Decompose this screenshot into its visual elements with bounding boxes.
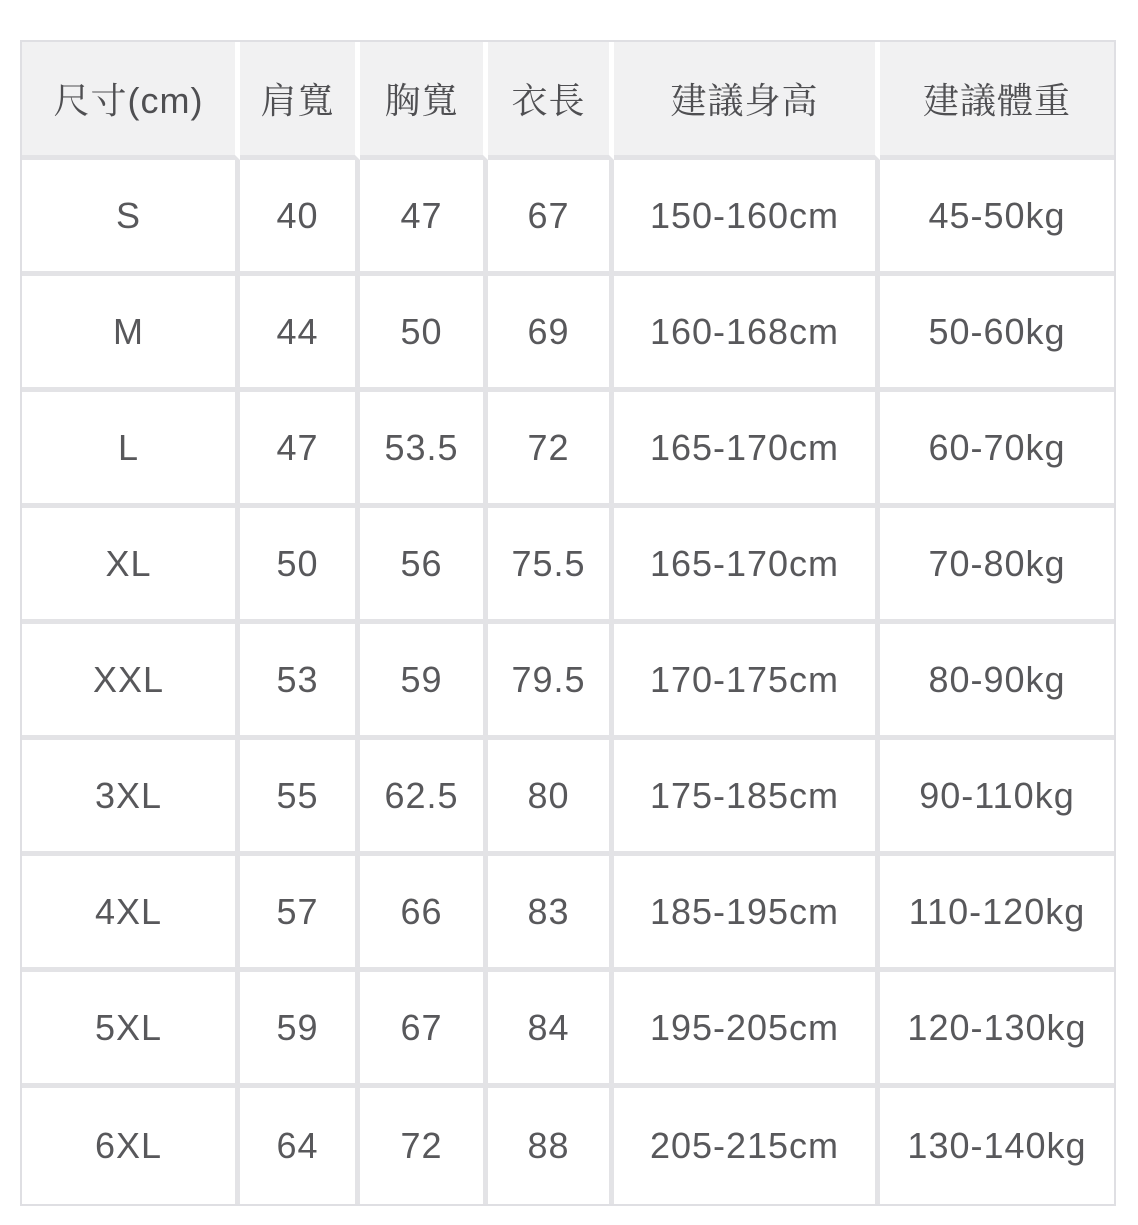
cell-shoulder-width: 50 <box>240 508 360 624</box>
cell-chest-width: 47 <box>360 160 488 276</box>
cell-size: XL <box>22 508 240 624</box>
cell-suggested-weight: 45-50kg <box>880 160 1114 276</box>
cell-garment-length: 83 <box>488 856 614 972</box>
cell-chest-width: 67 <box>360 972 488 1088</box>
cell-size: 6XL <box>22 1088 240 1204</box>
cell-size: 3XL <box>22 740 240 856</box>
column-header-garment-length: 衣長 <box>488 42 614 160</box>
cell-shoulder-width: 47 <box>240 392 360 508</box>
cell-size: L <box>22 392 240 508</box>
cell-shoulder-width: 55 <box>240 740 360 856</box>
size-chart-header <box>22 42 1114 160</box>
cell-suggested-weight: 60-70kg <box>880 392 1114 508</box>
column-header-size: 尺寸(cm) <box>22 42 240 160</box>
cell-suggested-height: 175-185cm <box>614 740 880 856</box>
cell-suggested-height: 165-170cm <box>614 508 880 624</box>
cell-suggested-height: 150-160cm <box>614 160 880 276</box>
table-row-5xl <box>22 972 1114 1088</box>
table-row-3xl <box>22 740 1114 856</box>
cell-chest-width: 56 <box>360 508 488 624</box>
cell-chest-width: 66 <box>360 856 488 972</box>
cell-suggested-height: 195-205cm <box>614 972 880 1088</box>
size-chart-table <box>20 40 1116 1206</box>
header-row <box>22 42 1114 160</box>
cell-garment-length: 67 <box>488 160 614 276</box>
column-header-suggested-weight: 建議體重 <box>880 42 1114 160</box>
table-row-l <box>22 392 1114 508</box>
cell-chest-width: 72 <box>360 1088 488 1204</box>
table-row-4xl <box>22 856 1114 972</box>
cell-size: S <box>22 160 240 276</box>
table-row-xxl <box>22 624 1114 740</box>
cell-shoulder-width: 53 <box>240 624 360 740</box>
cell-suggested-weight: 70-80kg <box>880 508 1114 624</box>
cell-suggested-height: 185-195cm <box>614 856 880 972</box>
cell-garment-length: 79.5 <box>488 624 614 740</box>
cell-garment-length: 69 <box>488 276 614 392</box>
cell-suggested-height: 170-175cm <box>614 624 880 740</box>
cell-garment-length: 72 <box>488 392 614 508</box>
cell-size: 4XL <box>22 856 240 972</box>
cell-chest-width: 50 <box>360 276 488 392</box>
cell-shoulder-width: 44 <box>240 276 360 392</box>
table-row-xl <box>22 508 1114 624</box>
column-header-suggested-height: 建議身高 <box>614 42 880 160</box>
cell-garment-length: 80 <box>488 740 614 856</box>
column-header-shoulder-width: 肩寬 <box>240 42 360 160</box>
cell-size: M <box>22 276 240 392</box>
cell-shoulder-width: 40 <box>240 160 360 276</box>
cell-shoulder-width: 57 <box>240 856 360 972</box>
cell-size: XXL <box>22 624 240 740</box>
cell-size: 5XL <box>22 972 240 1088</box>
cell-chest-width: 53.5 <box>360 392 488 508</box>
cell-shoulder-width: 64 <box>240 1088 360 1204</box>
cell-suggested-weight: 130-140kg <box>880 1088 1114 1204</box>
cell-garment-length: 75.5 <box>488 508 614 624</box>
cell-garment-length: 84 <box>488 972 614 1088</box>
cell-suggested-weight: 90-110kg <box>880 740 1114 856</box>
cell-suggested-height: 205-215cm <box>614 1088 880 1204</box>
cell-suggested-height: 165-170cm <box>614 392 880 508</box>
cell-suggested-weight: 120-130kg <box>880 972 1114 1088</box>
cell-suggested-height: 160-168cm <box>614 276 880 392</box>
table-row-s <box>22 160 1114 276</box>
cell-shoulder-width: 59 <box>240 972 360 1088</box>
table-row-6xl <box>22 1088 1114 1204</box>
column-header-chest-width: 胸寬 <box>360 42 488 160</box>
cell-chest-width: 62.5 <box>360 740 488 856</box>
cell-suggested-weight: 110-120kg <box>880 856 1114 972</box>
cell-suggested-weight: 80-90kg <box>880 624 1114 740</box>
cell-suggested-weight: 50-60kg <box>880 276 1114 392</box>
cell-chest-width: 59 <box>360 624 488 740</box>
size-chart-body <box>22 160 1114 1204</box>
table-row-m <box>22 276 1114 392</box>
cell-garment-length: 88 <box>488 1088 614 1204</box>
